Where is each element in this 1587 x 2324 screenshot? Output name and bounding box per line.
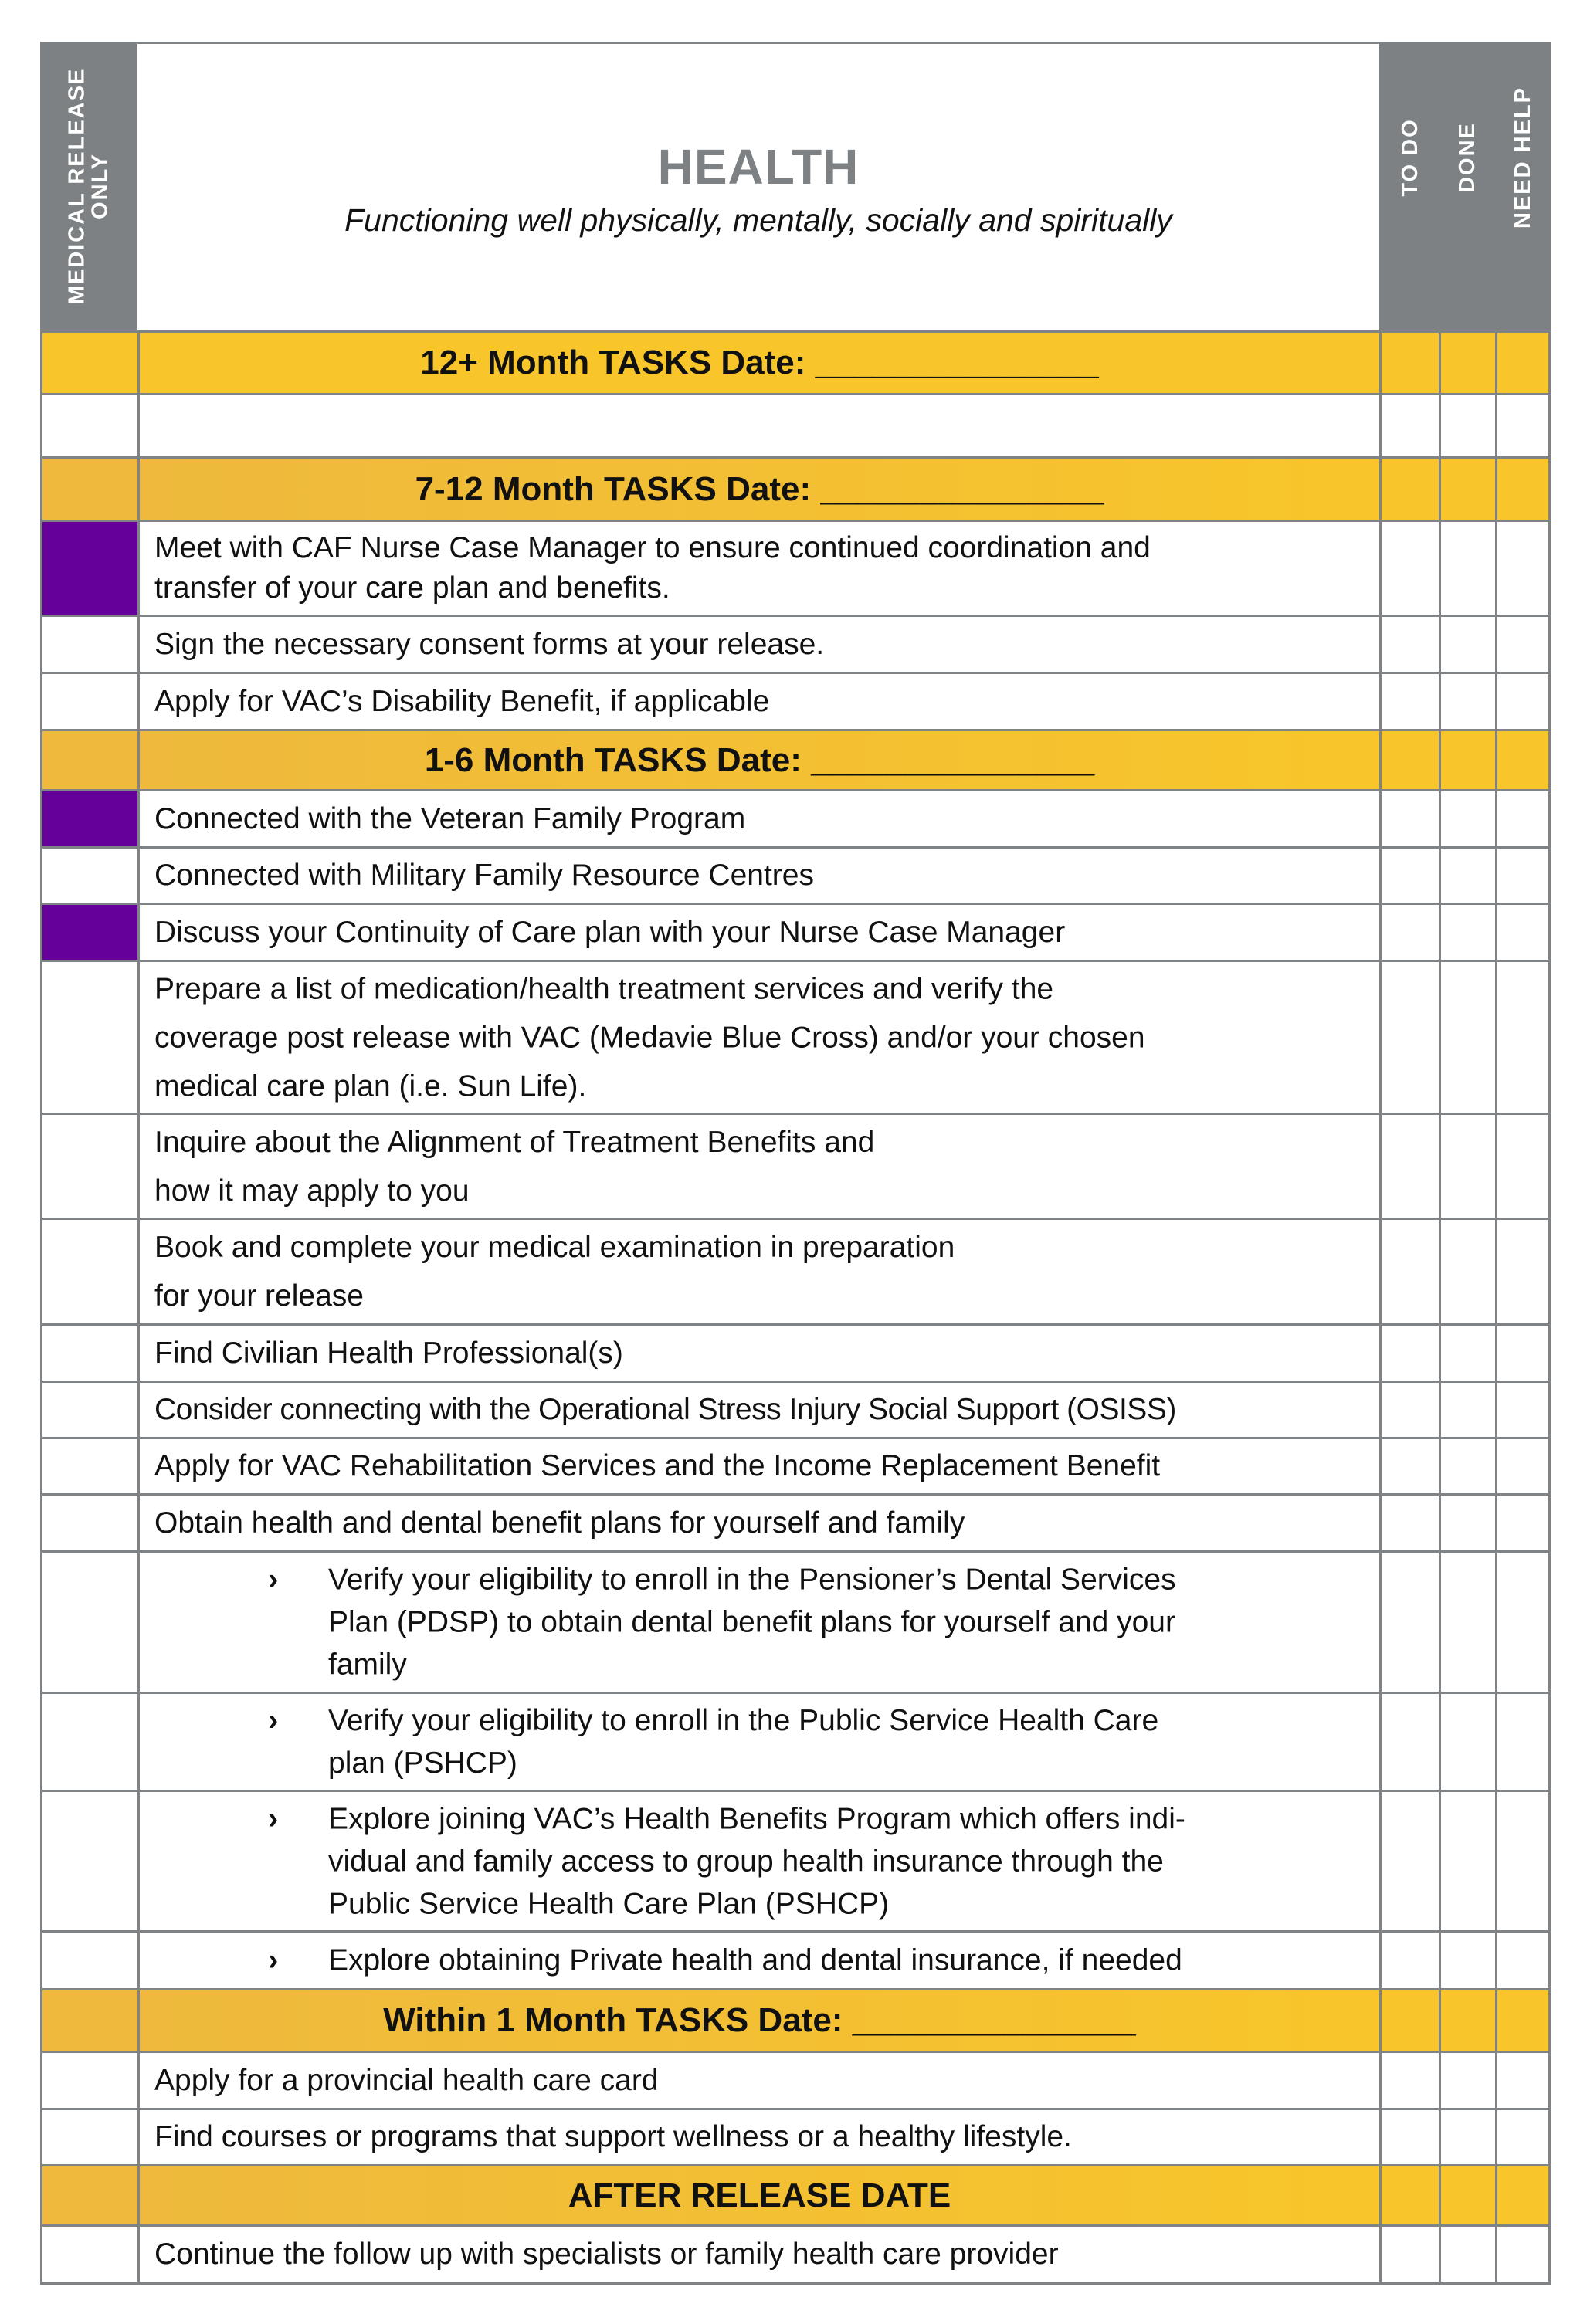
need-help-checkbox[interactable] xyxy=(1495,1493,1551,1550)
section-title-cell xyxy=(137,1988,1379,2051)
task-text: plan (PSHCP) xyxy=(328,1746,517,1780)
task-text: Continue the follow up with specialists or family health care provider xyxy=(154,2237,1059,2271)
medical-release-cell xyxy=(40,846,137,903)
medical-release-cell xyxy=(40,1493,137,1550)
need-help-checkbox[interactable] xyxy=(1495,2051,1551,2108)
task-row xyxy=(40,846,1551,903)
medical-release-cell xyxy=(40,2051,137,2108)
medical-release-cell xyxy=(40,2224,137,2285)
task-row xyxy=(40,960,1551,1113)
task-row xyxy=(40,1218,1551,1323)
section-title: Within 1 Month TASKS Date: _______________ xyxy=(383,2001,1136,2039)
todo-checkbox[interactable] xyxy=(1379,960,1439,1113)
medical-release-cell xyxy=(40,960,137,1113)
todo-checkbox[interactable] xyxy=(1379,1323,1439,1381)
task-cell[interactable] xyxy=(137,393,1379,456)
task-text: Connected with the Veteran Family Program xyxy=(154,801,746,835)
task-row xyxy=(40,672,1551,729)
task-text: Book and complete your medical examination in preparation xyxy=(154,1231,955,1264)
done-checkbox[interactable] xyxy=(1439,1790,1495,1930)
task-cell xyxy=(137,1692,1379,1790)
need-help-cell xyxy=(1495,2164,1551,2224)
task-row xyxy=(40,789,1551,846)
medical-release-cell xyxy=(40,2108,137,2164)
task-cell xyxy=(137,2051,1379,2108)
task-cell xyxy=(137,615,1379,672)
page-subtitle: Functioning well physically, mentally, socially and spiritually xyxy=(344,202,1172,238)
todo-checkbox[interactable] xyxy=(1379,2224,1439,2285)
done-checkbox[interactable] xyxy=(1439,1550,1495,1692)
task-text: for your release xyxy=(154,1279,364,1313)
need-help-checkbox[interactable] xyxy=(1495,2224,1551,2285)
done-checkbox[interactable] xyxy=(1439,672,1495,729)
task-cell xyxy=(137,1381,1379,1437)
todo-cell xyxy=(1379,729,1439,789)
task-text: vidual and family access to group health insurance through the xyxy=(328,1845,1164,1878)
task-row xyxy=(40,2224,1551,2285)
done-checkbox[interactable] xyxy=(1439,393,1495,456)
done-checkbox[interactable] xyxy=(1439,1113,1495,1218)
task-text: Public Service Health Care Plan (PSHCP) xyxy=(328,1887,890,1920)
task-row xyxy=(40,2108,1551,2164)
task-text: Sign the necessary consent forms at your release. xyxy=(154,627,825,661)
medical-release-marker xyxy=(40,520,137,615)
todo-checkbox[interactable] xyxy=(1379,393,1439,456)
need-help-checkbox[interactable] xyxy=(1495,1218,1551,1323)
task-text: Prepare a list of medication/health treatment services and verify the xyxy=(154,972,1054,1005)
section-title: AFTER RELEASE DATE xyxy=(568,2176,951,2214)
task-text: transfer of your care plan and benefits. xyxy=(154,571,670,605)
task-row xyxy=(40,520,1551,615)
done-checkbox[interactable] xyxy=(1439,1930,1495,1988)
medical-release-column-header xyxy=(40,42,137,330)
task-text: Plan (PDSP) to obtain dental benefit plans for yourself and your xyxy=(328,1605,1175,1639)
need-help-column-label: NEED HELP xyxy=(1510,86,1535,229)
done-checkbox[interactable] xyxy=(1439,846,1495,903)
done-column-label: DONE xyxy=(1454,122,1480,193)
need-help-cell xyxy=(1495,330,1551,393)
todo-column-label: TO DO xyxy=(1397,118,1423,197)
todo-checkbox[interactable] xyxy=(1379,672,1439,729)
task-cell xyxy=(137,1930,1379,1988)
done-checkbox[interactable] xyxy=(1439,789,1495,846)
need-help-checkbox[interactable] xyxy=(1495,520,1551,615)
task-cell xyxy=(137,846,1379,903)
todo-checkbox[interactable] xyxy=(1379,903,1439,960)
todo-cell xyxy=(1379,1988,1439,2051)
need-help-checkbox[interactable] xyxy=(1495,960,1551,1113)
medical-release-cell xyxy=(40,1790,137,1930)
section-header-1-6-months xyxy=(40,729,1551,789)
section-header-12-plus-months xyxy=(40,330,1551,393)
need-help-cell xyxy=(1495,456,1551,520)
task-text: Explore joining VAC’s Health Benefits Program which offers indi- xyxy=(328,1802,1185,1835)
done-checkbox[interactable] xyxy=(1439,1692,1495,1790)
todo-checkbox[interactable] xyxy=(1379,520,1439,615)
medical-release-cell xyxy=(40,615,137,672)
done-checkbox[interactable] xyxy=(1439,903,1495,960)
done-checkbox[interactable] xyxy=(1439,2224,1495,2285)
task-row-empty xyxy=(40,393,1551,456)
done-checkbox[interactable] xyxy=(1439,1381,1495,1437)
todo-cell xyxy=(1379,330,1439,393)
todo-checkbox[interactable] xyxy=(1379,1930,1439,1988)
medical-release-cell xyxy=(40,456,137,520)
need-help-checkbox[interactable] xyxy=(1495,903,1551,960)
task-text: family xyxy=(328,1648,407,1682)
page-title: HEALTH xyxy=(657,139,860,195)
task-cell xyxy=(137,1790,1379,1930)
task-cell xyxy=(137,903,1379,960)
task-text: Explore obtaining Private health and dental insurance, if needed xyxy=(328,1943,1182,1977)
task-cell xyxy=(137,1218,1379,1323)
medical-release-cell xyxy=(40,1988,137,2051)
task-cell xyxy=(137,1437,1379,1493)
section-header-after-release xyxy=(40,2164,1551,2224)
need-help-checkbox[interactable] xyxy=(1495,846,1551,903)
task-text: how it may apply to you xyxy=(154,1174,470,1208)
need-help-cell xyxy=(1495,729,1551,789)
task-cell xyxy=(137,2108,1379,2164)
need-help-checkbox[interactable] xyxy=(1495,789,1551,846)
medical-release-label-line1: MEDICAL RELEASE xyxy=(64,67,90,305)
need-help-checkbox[interactable] xyxy=(1495,1437,1551,1493)
medical-release-cell xyxy=(40,1381,137,1437)
done-checkbox[interactable] xyxy=(1439,1437,1495,1493)
task-row xyxy=(40,1493,1551,1550)
task-text: Verify your eligibility to enroll in the Pensioner’s Dental Services xyxy=(328,1563,1176,1597)
task-text: coverage post release with VAC (Medavie Blue Cross) and/or your chosen xyxy=(154,1021,1145,1054)
todo-checkbox[interactable] xyxy=(1379,1692,1439,1790)
task-text: Find Civilian Health Professional(s) xyxy=(154,1336,623,1370)
task-text: Apply for VAC’s Disability Benefit, if applicable xyxy=(154,684,770,718)
medical-release-cell xyxy=(40,729,137,789)
section-title-cell xyxy=(137,729,1379,789)
section-title: 1-6 Month TASKS Date: _______________ xyxy=(424,740,1095,779)
need-help-checkbox[interactable] xyxy=(1495,1381,1551,1437)
task-cell xyxy=(137,1550,1379,1692)
section-title-cell xyxy=(137,456,1379,520)
medical-release-cell xyxy=(40,1692,137,1790)
todo-checkbox[interactable] xyxy=(1379,2108,1439,2164)
chevron-right-icon: › xyxy=(268,1562,279,1597)
done-cell xyxy=(1439,2164,1495,2224)
todo-checkbox[interactable] xyxy=(1379,1437,1439,1493)
todo-checkbox[interactable] xyxy=(1379,1550,1439,1692)
todo-checkbox[interactable] xyxy=(1379,1113,1439,1218)
done-checkbox[interactable] xyxy=(1439,2051,1495,2108)
task-row xyxy=(40,2051,1551,2108)
medical-release-cell xyxy=(40,672,137,729)
todo-cell xyxy=(1379,456,1439,520)
chevron-right-icon: › xyxy=(268,1943,279,1977)
done-cell xyxy=(1439,1988,1495,2051)
done-cell xyxy=(1439,456,1495,520)
medical-release-cell xyxy=(40,393,137,456)
task-text: Apply for a provincial health care card xyxy=(154,2063,659,2097)
task-text: Discuss your Continuity of Care plan with your Nurse Case Manager xyxy=(154,915,1066,949)
done-checkbox[interactable] xyxy=(1439,2108,1495,2164)
done-checkbox[interactable] xyxy=(1439,1493,1495,1550)
section-title-cell xyxy=(137,330,1379,393)
todo-checkbox[interactable] xyxy=(1379,1493,1439,1550)
medical-release-marker xyxy=(40,789,137,846)
done-checkbox[interactable] xyxy=(1439,1323,1495,1381)
task-cell xyxy=(137,2224,1379,2285)
sub-task-row xyxy=(40,1930,1551,1988)
todo-checkbox[interactable] xyxy=(1379,1790,1439,1930)
done-checkbox[interactable] xyxy=(1439,960,1495,1113)
section-title-cell xyxy=(137,2164,1379,2224)
sub-task-row xyxy=(40,1790,1551,1930)
todo-checkbox[interactable] xyxy=(1379,1381,1439,1437)
task-row xyxy=(40,1437,1551,1493)
todo-checkbox[interactable] xyxy=(1379,615,1439,672)
task-text: Obtain health and dental benefit plans for yourself and family xyxy=(154,1506,965,1540)
section-title: 7-12 Month TASKS Date: _______________ xyxy=(415,469,1104,508)
task-cell xyxy=(137,520,1379,615)
task-text: Verify your eligibility to enroll in the Public Service Health Care xyxy=(328,1704,1159,1737)
task-cell xyxy=(137,960,1379,1113)
medical-release-cell xyxy=(40,1930,137,1988)
todo-checkbox[interactable] xyxy=(1379,1218,1439,1323)
todo-checkbox[interactable] xyxy=(1379,846,1439,903)
medical-release-cell xyxy=(40,330,137,393)
task-text: Inquire about the Alignment of Treatment Benefits and xyxy=(154,1125,875,1159)
section-header-7-12-months xyxy=(40,456,1551,520)
medical-release-cell xyxy=(40,1323,137,1381)
section-header-within-1-month xyxy=(40,1988,1551,2051)
need-help-checkbox[interactable] xyxy=(1495,615,1551,672)
need-help-checkbox[interactable] xyxy=(1495,1930,1551,1988)
task-cell xyxy=(137,1323,1379,1381)
chevron-right-icon: › xyxy=(268,1703,279,1737)
task-row xyxy=(40,903,1551,960)
need-help-checkbox[interactable] xyxy=(1495,1692,1551,1790)
status-columns-header xyxy=(1379,42,1551,330)
task-text: Consider connecting with the Operational Stress Injury Social Support (OSISS) xyxy=(154,1393,1176,1426)
medical-release-cell xyxy=(40,1218,137,1323)
page-header xyxy=(137,42,1379,330)
task-row xyxy=(40,1113,1551,1218)
done-cell xyxy=(1439,729,1495,789)
medical-release-label xyxy=(66,68,113,305)
task-cell xyxy=(137,1493,1379,1550)
need-help-cell xyxy=(1495,1988,1551,2051)
medical-release-cell xyxy=(40,1550,137,1692)
task-row xyxy=(40,615,1551,672)
medical-release-marker xyxy=(40,903,137,960)
task-text: Find courses or programs that support wellness or a healthy lifestyle. xyxy=(154,2120,1072,2153)
task-text: Meet with CAF Nurse Case Manager to ensure continued coordination and xyxy=(154,531,1151,564)
done-checkbox[interactable] xyxy=(1439,615,1495,672)
need-help-checkbox[interactable] xyxy=(1495,1550,1551,1692)
task-cell xyxy=(137,1113,1379,1218)
task-text: Connected with Military Family Resource Centres xyxy=(154,859,814,892)
sub-task-row xyxy=(40,1550,1551,1692)
done-checkbox[interactable] xyxy=(1439,520,1495,615)
medical-release-cell xyxy=(40,1437,137,1493)
need-help-checkbox[interactable] xyxy=(1495,672,1551,729)
need-help-checkbox[interactable] xyxy=(1495,1790,1551,1930)
medical-release-label-line2: ONLY xyxy=(88,153,113,219)
todo-cell xyxy=(1379,2164,1439,2224)
medical-release-cell xyxy=(40,1113,137,1218)
task-row xyxy=(40,1323,1551,1381)
todo-checkbox[interactable] xyxy=(1379,2051,1439,2108)
todo-checkbox[interactable] xyxy=(1379,789,1439,846)
need-help-checkbox[interactable] xyxy=(1495,1113,1551,1218)
task-text: Apply for VAC Rehabilitation Services and the Income Replacement Benefit xyxy=(154,1449,1161,1482)
done-cell xyxy=(1439,330,1495,393)
need-help-checkbox[interactable] xyxy=(1495,393,1551,456)
task-cell xyxy=(137,789,1379,846)
section-title: 12+ Month TASKS Date: _______________ xyxy=(420,344,1099,381)
need-help-checkbox[interactable] xyxy=(1495,1323,1551,1381)
chevron-right-icon: › xyxy=(268,1801,279,1835)
task-text: medical care plan (i.e. Sun Life). xyxy=(154,1069,587,1103)
task-row xyxy=(40,1381,1551,1437)
medical-release-cell xyxy=(40,2164,137,2224)
need-help-checkbox[interactable] xyxy=(1495,2108,1551,2164)
task-cell xyxy=(137,672,1379,729)
sub-task-row xyxy=(40,1692,1551,1790)
done-checkbox[interactable] xyxy=(1439,1218,1495,1323)
